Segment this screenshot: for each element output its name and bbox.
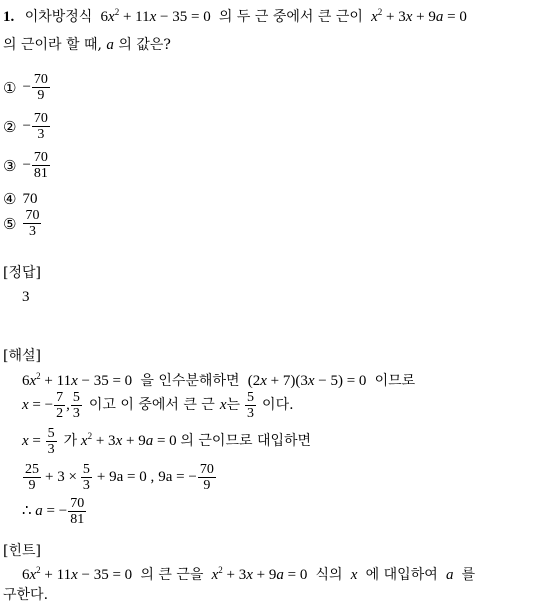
equation: a = − <box>35 503 68 519</box>
denominator: 9 <box>28 477 36 493</box>
explanation-line-4 <box>22 460 217 494</box>
hint-text: 식의 <box>315 567 343 583</box>
explanation-text: 가 <box>63 433 78 449</box>
hint-line-1 <box>22 566 475 584</box>
explanation-label: [해설] <box>3 348 41 364</box>
equation: $x^2 + 3x + 9a = 0$ <box>211 565 312 583</box>
explanation-line-2 <box>22 388 294 422</box>
equation: $x^2 + 3x + 9a = 0$ <box>371 7 467 25</box>
hint-text: 를 <box>461 567 476 583</box>
option-marker: ① <box>3 78 17 97</box>
equation: $x^2 + 3x + 9a = 0$ <box>80 431 181 449</box>
option-5[interactable] <box>3 208 42 239</box>
fraction <box>32 111 50 142</box>
fraction <box>198 462 216 493</box>
fraction <box>46 426 57 457</box>
fraction <box>23 208 41 239</box>
variable: x <box>219 397 227 413</box>
question-text: 의 값은? <box>118 37 171 53</box>
explanation-line-3 <box>22 424 311 458</box>
denominator: 9 <box>203 477 211 493</box>
option-sign: − <box>22 79 31 95</box>
numerator: 70 <box>33 111 48 126</box>
fraction <box>23 462 41 493</box>
explanation-text: 는 <box>226 397 241 413</box>
equation: 9a = − <box>158 469 197 485</box>
fraction <box>54 390 65 421</box>
denominator: 2 <box>56 405 64 421</box>
hint-label: [힌트] <box>3 543 41 559</box>
option-value: 70 <box>22 190 38 207</box>
therefore-symbol: ∴ <box>22 503 32 519</box>
numerator: 70 <box>33 150 48 165</box>
explanation-line-5 <box>22 494 87 528</box>
option-2[interactable] <box>3 111 51 142</box>
question-text: 의 두 근 중에서 큰 근이 <box>218 9 363 25</box>
variable: x <box>347 567 362 583</box>
option-4[interactable] <box>3 190 37 208</box>
fraction <box>245 390 256 421</box>
option-sign: − <box>22 118 31 134</box>
equation: $6x^2 + 11x - 35 = 0$ <box>22 565 136 583</box>
explanation-text: 을 인수분해하면 <box>140 373 240 389</box>
hint-text: 에 대입하여 <box>365 567 438 583</box>
numerator: 70 <box>25 208 40 223</box>
question-text: 이차방정식 <box>24 9 93 25</box>
fraction <box>32 150 50 181</box>
denominator: 81 <box>33 166 48 181</box>
option-marker: ② <box>3 117 17 136</box>
numerator: 7 <box>56 389 64 405</box>
answer-label: [정답] <box>3 265 41 281</box>
explanation-text: 의 근이므로 대입하면 <box>180 433 312 449</box>
denominator: 3 <box>72 405 80 421</box>
option-marker: ③ <box>3 156 17 175</box>
hint-text: 의 큰 근을 <box>140 567 204 583</box>
fraction <box>71 390 82 421</box>
equation: x = <box>22 433 45 449</box>
numerator: 70 <box>33 72 48 87</box>
option-sign: − <box>22 157 31 173</box>
fraction <box>81 462 92 493</box>
numerator: 70 <box>199 461 214 477</box>
question-text: 의 근이라 할 때, <box>3 37 102 53</box>
numerator: 5 <box>82 461 90 477</box>
denominator: 3 <box>247 405 255 421</box>
explanation-text: 이다. <box>262 397 294 413</box>
factorization: (2x + 7)(3x − 5) = 0 <box>243 373 371 389</box>
question-number: 1. <box>3 9 15 25</box>
variable: a <box>106 37 114 53</box>
question-line-1 <box>3 8 467 26</box>
equation: + 3 × <box>45 469 77 485</box>
denominator: 3 <box>47 441 55 457</box>
option-marker: ④ <box>3 190 17 208</box>
numerator: 5 <box>47 425 55 441</box>
option-3[interactable] <box>3 150 51 181</box>
denominator: 81 <box>70 511 85 527</box>
denominator: 3 <box>37 127 45 142</box>
equation: $6x^2 + 11x - 35 = 0$ <box>96 7 215 25</box>
denominator: 9 <box>37 88 45 103</box>
equation: $6x^2 + 11x - 35 = 0$ <box>22 371 136 389</box>
equation: + 9a = 0 , <box>96 469 155 485</box>
option-marker: ⑤ <box>3 214 17 233</box>
denominator: 3 <box>28 224 36 239</box>
numerator: 5 <box>72 389 80 405</box>
answer-value: 3 <box>22 289 30 305</box>
numerator: 70 <box>70 495 85 511</box>
numerator: 5 <box>247 389 255 405</box>
equation: x = − <box>22 397 54 413</box>
denominator: 3 <box>82 477 90 493</box>
hint-line-2: 구한다. <box>3 587 49 603</box>
variable: a <box>442 567 458 583</box>
question-line-2 <box>3 36 171 54</box>
explanation-text: 이므로 <box>374 373 416 389</box>
fraction <box>32 72 50 103</box>
numerator: 25 <box>25 461 39 477</box>
explanation-text: 이고 이 중에서 큰 근 <box>88 397 215 413</box>
comma: , <box>66 397 70 413</box>
option-1[interactable] <box>3 72 51 103</box>
fraction <box>68 496 86 527</box>
